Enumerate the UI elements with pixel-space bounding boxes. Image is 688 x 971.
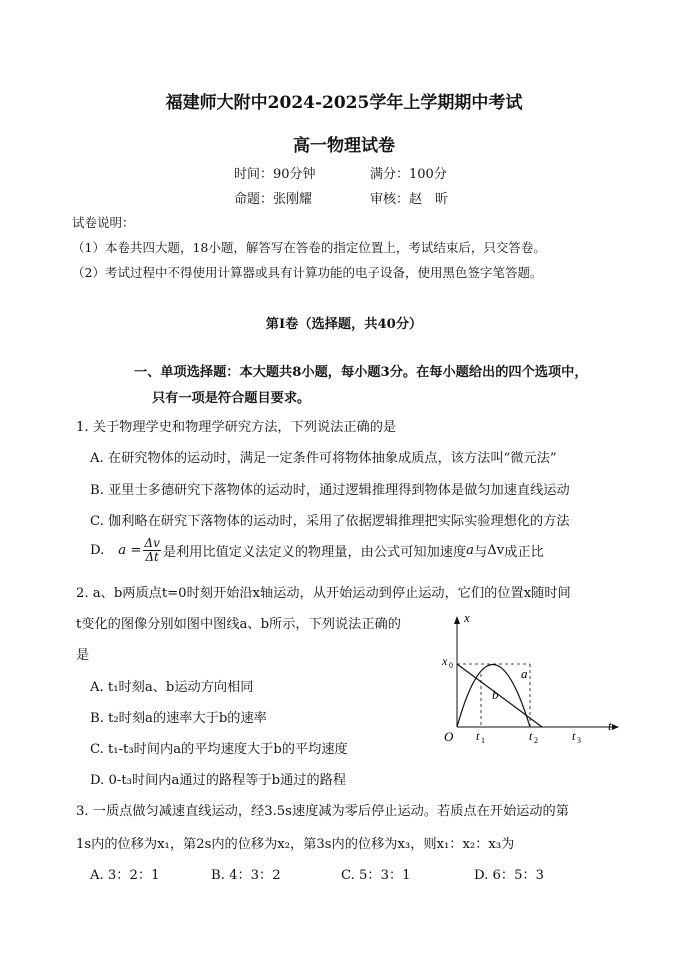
exam-subtitle: 高一物理试卷 [293, 136, 395, 156]
exam-title: 福建师大附中2024-2025学年上学期期中考试 [165, 93, 523, 113]
part1-heading: 第Ⅰ卷（选择题，共40分） [265, 317, 423, 332]
q2-xt-graph [432, 612, 622, 747]
q2-option-b: B. t₂时刻a的速率大于b的速率 [90, 711, 267, 726]
part1-instructions-line1: 一、单项选择题：本大题共8小题，每小题3分。在每小题给出的四个选项中， [134, 365, 588, 380]
note-2: （2）考试过程中不得使用计算器或具有计算功能的电子设备，使用黑色签字笔答题。 [72, 265, 543, 280]
graph-x0-label: x [442, 654, 448, 668]
q1-option-d-label: D. [90, 543, 105, 558]
note-1: （1）本卷共四大题，18小题，解答写在答卷的指定位置上，考试结束后，只交答卷。 [72, 240, 546, 255]
q3-stem-line1: 3. 一质点做匀减速直线运动，经3.5s速度减为零后停止运动。若质点在开始运动的第 [76, 804, 569, 819]
graph-origin-label: O [444, 729, 454, 744]
q3-option-b: B. 4：3：2 [211, 868, 281, 883]
graph-t3-sub: 3 [577, 736, 581, 745]
q1-option-d-end: 成正比 [504, 545, 544, 560]
q1-option-b: B. 亚里士多德研究下落物体的运动时，通过逻辑推理得到物体是做匀加速直线运动 [90, 483, 570, 498]
graph-x-axis-arrow [454, 616, 460, 624]
graph-line-b-label: b [492, 687, 499, 702]
q1-stem: 1. 关于物理学史和物理学研究方法，下列说法正确的是 [76, 420, 397, 435]
q1-option-a: A. 在研究物体的运动时，满足一定条件可将物体抽象成质点，该方法叫“微元法” [90, 451, 557, 466]
notes-heading: 试卷说明： [72, 215, 135, 230]
q3-option-d: D. 6：5：3 [474, 868, 545, 883]
graph-t1-sub: 1 [481, 736, 485, 745]
exam-setter: 命题：张刚耀 [234, 192, 313, 207]
graph-t2-sub: 2 [534, 736, 538, 745]
q1-formula-lhs: a = [118, 543, 142, 558]
q2-option-a: A. t₁时刻a、b运动方向相同 [90, 680, 254, 695]
graph-line-b [457, 664, 542, 727]
graph-t-label: t [608, 718, 612, 733]
graph-t-axis-arrow [612, 724, 619, 730]
exam-reviewer: 审核：赵 昕 [370, 192, 449, 207]
q2-option-d: D. 0-t₃时间内a通过的路程等于b通过的路程 [90, 773, 347, 788]
q2-option-c: C. t₁-t₃时间内a的平均速度大于b的平均速度 [90, 742, 348, 757]
q2-stem-line2: t变化的图像分别如图中图线a、b所示，下列说法正确的 [76, 617, 401, 632]
q1-formula-numerator: Δv [144, 536, 160, 550]
exam-time: 时间：90分钟 [234, 167, 316, 182]
q1-formula-denominator: Δt [145, 550, 159, 564]
part1-instructions-line2: 只有一项是符合题目要求。 [152, 391, 311, 406]
q1-option-d-with: 与 [474, 545, 488, 560]
q3-option-a: A. 3：2：1 [90, 868, 160, 883]
graph-x-label: x [464, 612, 470, 625]
q2-stem-line1: 2. a、b两质点t=0时刻开始沿x轴运动，从开始运动到停止运动，它们的位置x随时间 [76, 586, 571, 601]
graph-x0-sub: 0 [449, 661, 453, 670]
q3-option-c: C. 5：3：1 [341, 868, 411, 883]
graph-curve-a-label: a [521, 666, 528, 681]
q1-formula-fraction [143, 537, 160, 564]
graph-t3-label: t [572, 729, 576, 743]
graph-t2-label: t [529, 729, 533, 743]
q2-stem-line3: 是 [76, 648, 90, 663]
q3-stem-line2: 1s内的位移为x₁，第2s内的位移为x₂，第3s内的位移为x₃，则x₁：x₂：x₃为 [76, 837, 515, 852]
q1-option-d-a: a [466, 543, 475, 558]
exam-full-score: 满分：100分 [370, 167, 447, 182]
graph-t1-label: t [476, 729, 480, 743]
q1-option-d-dv: Δv [487, 543, 505, 558]
q1-option-d [90, 537, 544, 564]
q1-option-c: C. 伽利略在研究下落物体的运动时，采用了依据逻辑推理把实际实验理想化的方法 [90, 514, 570, 529]
q1-option-d-text: 是利用比值定义法定义的物理量，由公式可知加速度 [162, 545, 467, 560]
